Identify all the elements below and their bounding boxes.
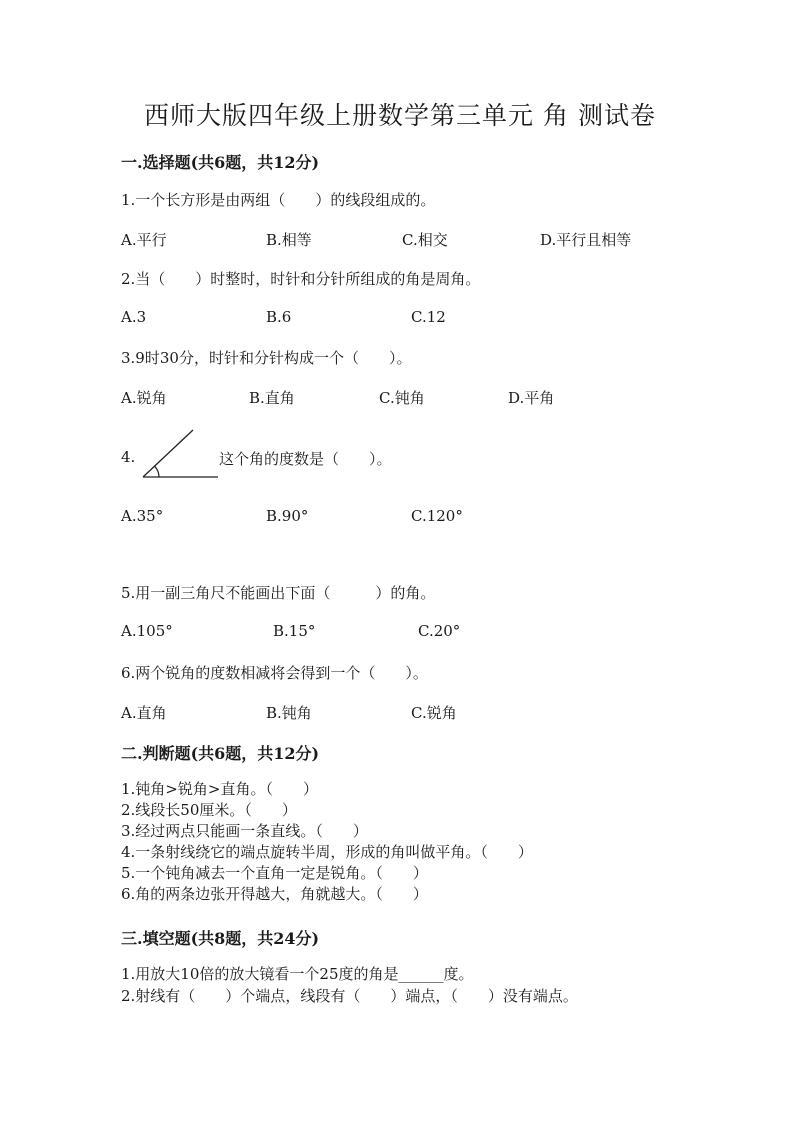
section-heading-judge: 二.判断题(共6题，共12分): [121, 744, 320, 763]
page-title: 西师大版四年级上册数学第三单元 角 测试卷: [144, 101, 656, 130]
q2-option-a: A.3: [121, 308, 147, 326]
q1-option-d: D.平行且相等: [540, 231, 632, 249]
judge-item-4: 4.一条射线绕它的端点旋转半周，形成的角叫做平角。（ ）: [121, 843, 533, 861]
fill-item-2: 2.射线有（ ）个端点，线段有（ ）端点，（ ）没有端点。: [121, 987, 578, 1005]
question-5: 5.用一副三角尺不能画出下面（ ）的角。: [121, 584, 436, 602]
q4-option-c: C.120°: [411, 507, 463, 525]
q2-option-c: C.12: [411, 308, 446, 326]
q5-option-a: A.105°: [121, 622, 173, 640]
question-4-number: 4.: [121, 448, 136, 466]
section-heading-fill: 三.填空题(共8题，共24分): [121, 929, 320, 948]
q6-option-b: B.钝角: [266, 704, 312, 722]
q4-option-a: A.35°: [121, 507, 164, 525]
judge-item-2: 2.线段长50厘米。（ ）: [121, 801, 297, 819]
q3-option-a: A.锐角: [121, 389, 167, 407]
q3-option-d: D.平角: [508, 389, 555, 407]
q3-option-b: B.直角: [249, 389, 295, 407]
judge-item-5: 5.一个钝角减去一个直角一定是锐角。（ ）: [121, 864, 428, 882]
judge-item-6: 6.角的两条边张开得越大，角就越大。（ ）: [121, 885, 428, 903]
q1-option-a: A.平行: [121, 231, 167, 249]
question-1: 1.一个长方形是由两组（ ）的线段组成的。: [121, 191, 436, 209]
q5-option-c: C.20°: [418, 622, 461, 640]
q3-option-c: C.钝角: [379, 389, 425, 407]
q2-option-b: B.6: [266, 308, 292, 326]
question-2: 2.当（ ）时整时，时针和分针所组成的角是周角。: [121, 270, 481, 288]
q6-option-c: C.锐角: [411, 704, 457, 722]
question-6: 6.两个锐角的度数相减将会得到一个（ ）。: [121, 664, 428, 682]
q5-option-b: B.15°: [273, 622, 316, 640]
q6-option-a: A.直角: [121, 704, 167, 722]
judge-item-3: 3.经过两点只能画一条直线。（ ）: [121, 822, 368, 840]
q4-option-b: B.90°: [266, 507, 309, 525]
q1-option-b: B.相等: [266, 231, 312, 249]
section-heading-choice: 一.选择题(共6题，共12分): [121, 153, 320, 172]
question-3: 3.9时30分，时针和分针构成一个（ ）。: [121, 349, 412, 367]
angle-figure: [141, 428, 221, 482]
q1-option-c: C.相交: [402, 231, 448, 249]
fill-item-1: 1.用放大10倍的放大镜看一个25度的角是______度。: [121, 965, 474, 983]
judge-item-1: 1.钝角>锐角>直角。（ ）: [121, 780, 318, 798]
question-4: 这个角的度数是（ ）。: [219, 450, 392, 468]
